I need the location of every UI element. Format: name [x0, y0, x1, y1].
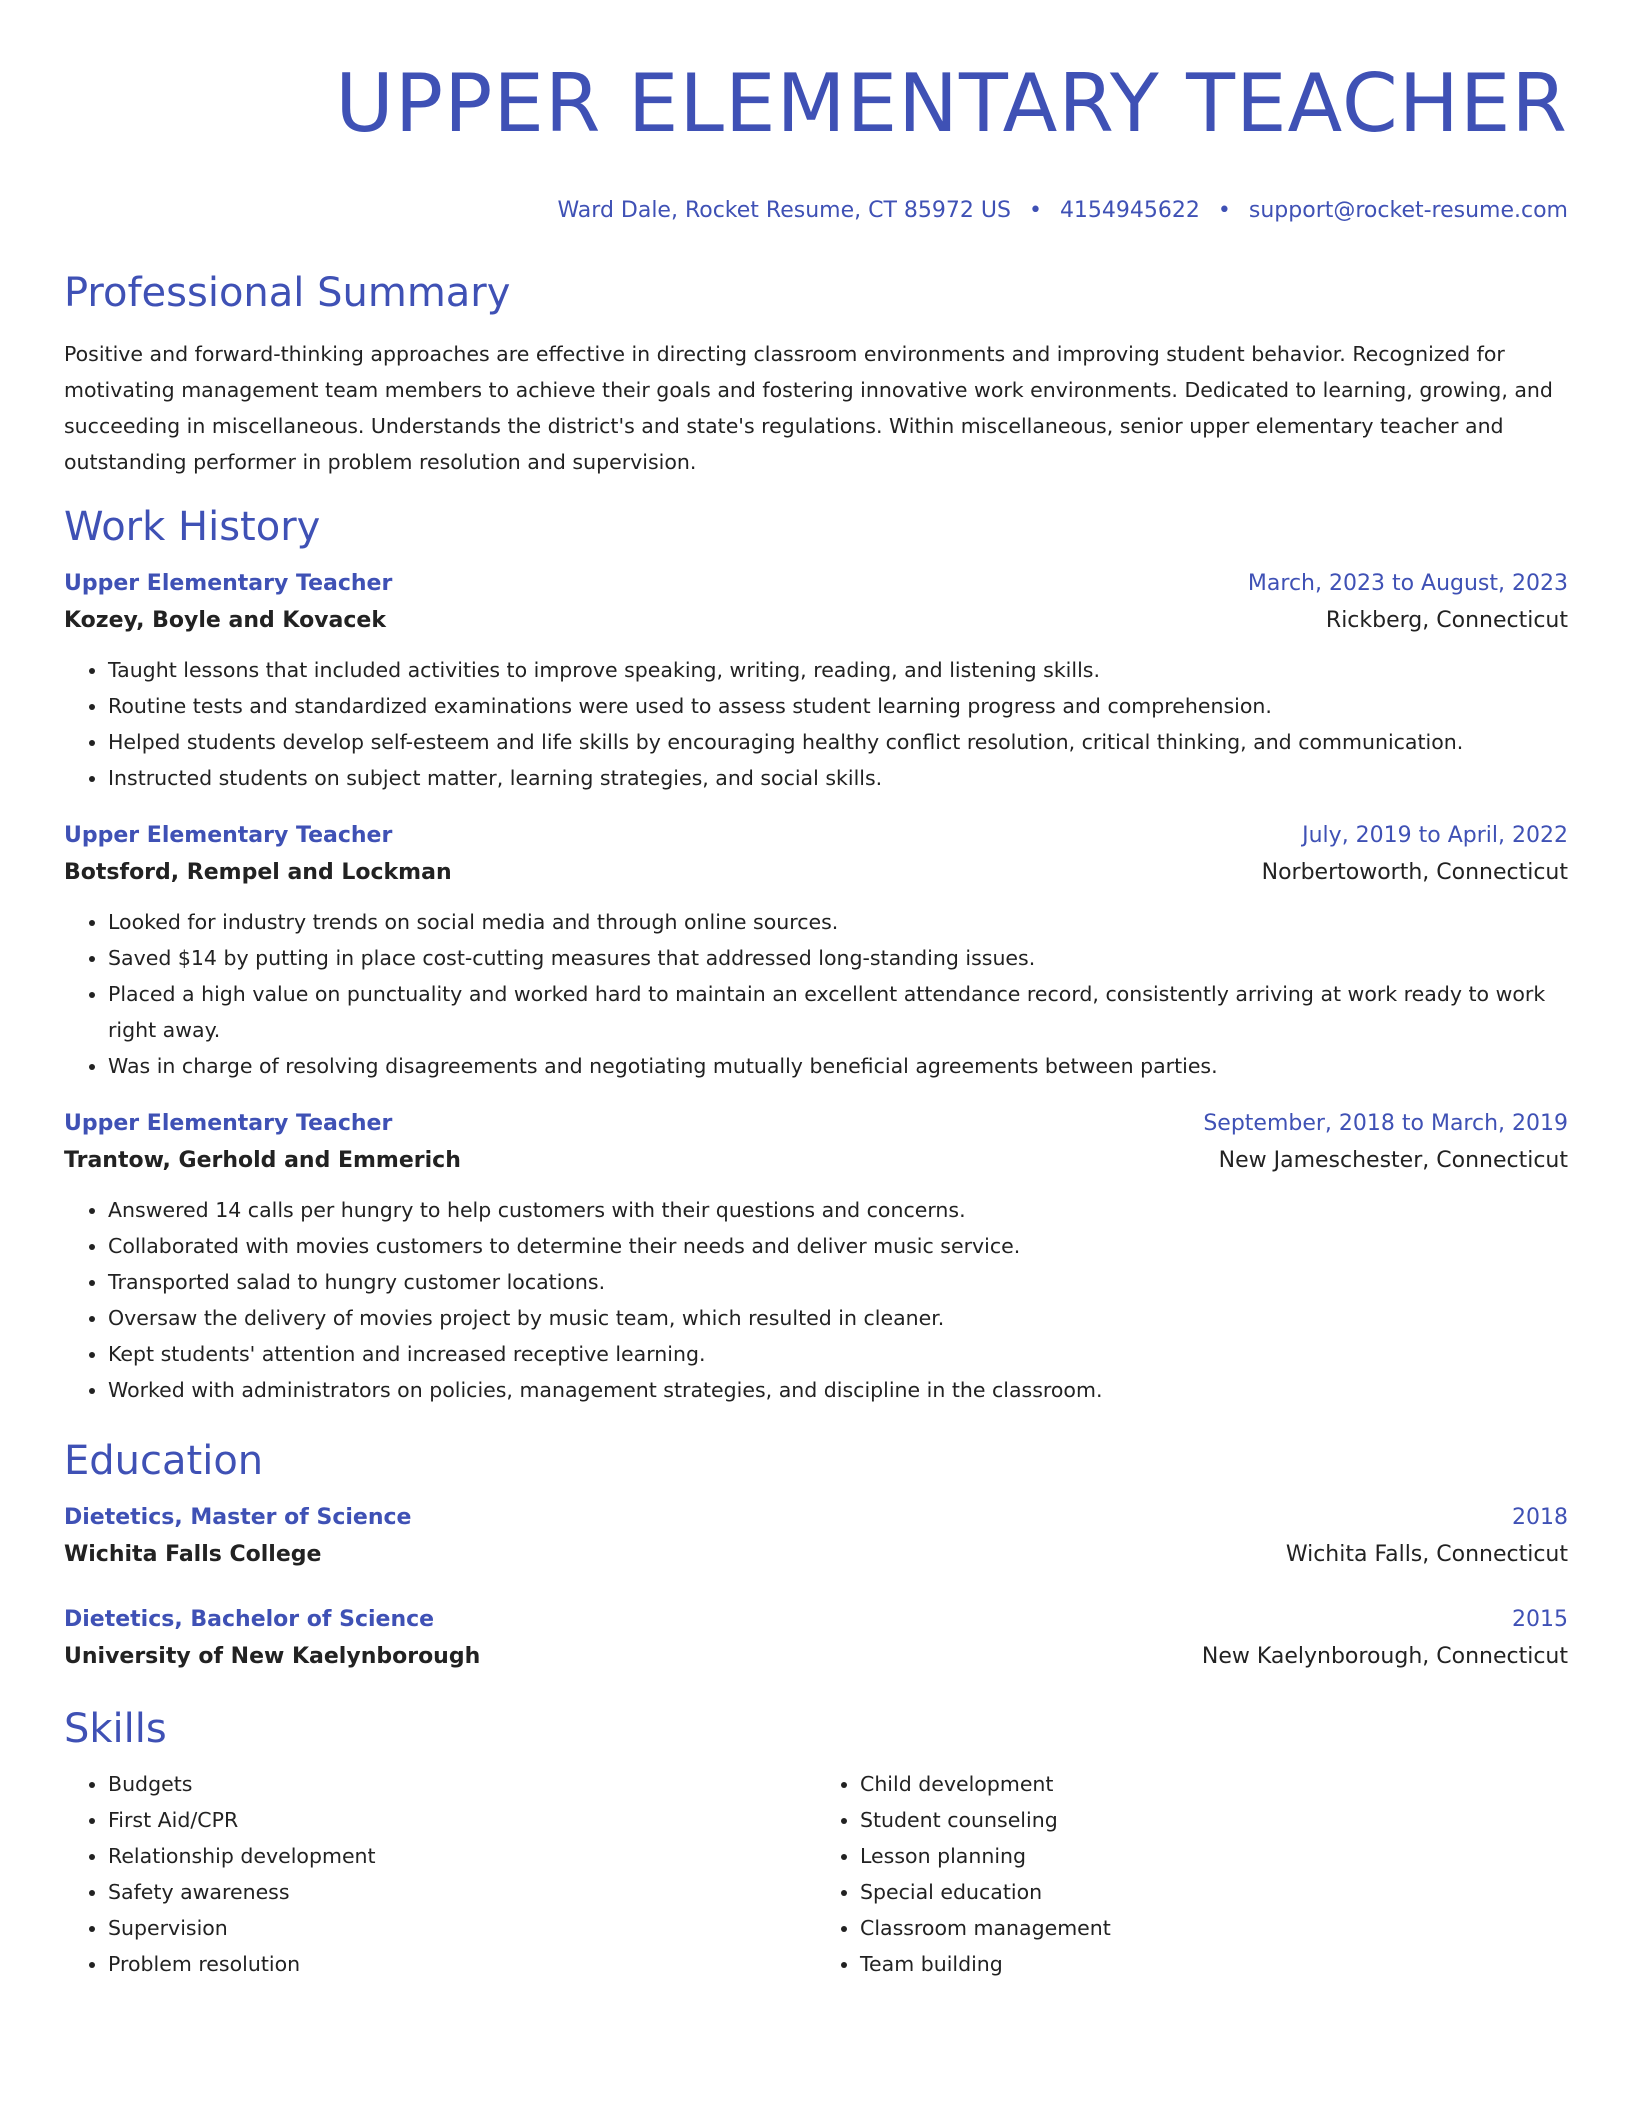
education-location: Wichita Falls, Connecticut: [1285, 1542, 1568, 1567]
job-bullet: • Answered 14 calls per hungry to help customers with their questions and concerns.: [108, 1192, 1568, 1228]
education-degree: Dietetics, Master of Science: [64, 1505, 412, 1530]
job-location: New Jameschester, Connecticut: [1218, 1148, 1568, 1173]
skill-item: • Lesson planning: [860, 1838, 1568, 1874]
resume-name: UPPER ELEMENTARY TEACHER: [335, 57, 1568, 150]
job-bullet: • Taught lessons that included activities to improve speaking, writing, reading, and listening skills.: [108, 652, 1568, 688]
contact-separator: •: [1028, 198, 1042, 223]
job-entry: [64, 566, 1568, 796]
job-company: Botsford, Rempel and Lockman: [64, 860, 452, 885]
job-bullets: [64, 1192, 1568, 1408]
skills-heading: Skills: [64, 1706, 167, 1752]
skill-item: • Safety awareness: [108, 1874, 816, 1910]
contact-email: support@rocket-resume.com: [1248, 198, 1568, 223]
skill-item: • Child development: [860, 1766, 1568, 1802]
job-bullet: • Oversaw the delivery of movies project by music team, which resulted in cleaner.: [108, 1300, 1568, 1336]
skill-item: • Student counseling: [860, 1802, 1568, 1838]
job-title: Upper Elementary Teacher: [64, 1111, 393, 1136]
skill-item: • Budgets: [108, 1766, 816, 1802]
work-history-heading: Work History: [64, 504, 321, 550]
education-location: New Kaelynborough, Connecticut: [1201, 1644, 1568, 1669]
contact-separator: •: [1217, 198, 1231, 223]
job-dates: September, 2018 to March, 2019: [1203, 1111, 1568, 1136]
skills-column-left: [64, 1766, 816, 1982]
skills-list: [64, 1766, 1568, 1982]
job-bullet: • Instructed students on subject matter, learning strategies, and social skills.: [108, 760, 1568, 796]
job-entry: [64, 818, 1568, 1084]
education-degree: Dietetics, Bachelor of Science: [64, 1607, 435, 1632]
job-bullet: • Routine tests and standardized examinations were used to assess student learning progress and comprehension.: [108, 688, 1568, 724]
job-bullet: • Worked with administrators on policies, management strategies, and discipline in the classroom.: [108, 1372, 1568, 1408]
job-bullet: • Was in charge of resolving disagreements and negotiating mutually beneficial agreements between parties.: [108, 1048, 1568, 1084]
education-year: 2018: [1512, 1505, 1568, 1530]
job-company: Trantow, Gerhold and Emmerich: [64, 1148, 461, 1173]
summary-heading: Professional Summary: [64, 270, 511, 316]
skills-column-right: [816, 1766, 1568, 1982]
job-bullet: • Looked for industry trends on social media and through online sources.: [108, 904, 1568, 940]
contact-address: Ward Dale, Rocket Resume, CT 85972 US: [557, 198, 1011, 223]
job-bullet: • Kept students' attention and increased receptive learning.: [108, 1336, 1568, 1372]
job-bullets: [64, 904, 1568, 1084]
job-title: Upper Elementary Teacher: [64, 823, 393, 848]
job-bullet: • Collaborated with movies customers to determine their needs and deliver music service.: [108, 1228, 1568, 1264]
education-school: University of New Kaelynborough: [64, 1644, 481, 1669]
education-year: 2015: [1512, 1607, 1568, 1632]
job-company: Kozey, Boyle and Kovacek: [64, 608, 386, 633]
job-bullet: • Transported salad to hungry customer locations.: [108, 1264, 1568, 1300]
job-dates: March, 2023 to August, 2023: [1247, 571, 1568, 596]
skill-item: • Team building: [860, 1946, 1568, 1982]
education-entry: [64, 1500, 1568, 1574]
education-school: Wichita Falls College: [64, 1542, 322, 1567]
job-bullets: [64, 652, 1568, 796]
skill-item: • Classroom management: [860, 1910, 1568, 1946]
education-heading: Education: [64, 1438, 264, 1484]
skill-item: • Special education: [860, 1874, 1568, 1910]
job-bullet: • Helped students develop self-esteem and life skills by encouraging healthy conflict resolution, critical thinking, and communication.: [108, 724, 1568, 760]
job-entry: [64, 1106, 1568, 1408]
skill-item: • First Aid/CPR: [108, 1802, 816, 1838]
education-entry: [64, 1602, 1568, 1676]
summary-text: Positive and forward-thinking approaches are effective in directing classroom environments and improving student behavior. Recognized for motivating management team members to achieve their goals and fostering innovative work environments. Dedicated to learning, growing, and succeeding in miscellaneous. Understands the district's and state's regulations. Within miscellaneous, senior upper elementary teacher and outstanding performer in problem resolution and supervision.: [64, 342, 1553, 474]
job-bullet: • Placed a high value on punctuality and worked hard to maintain an excellent attendance record, consistently arriving at work ready to work right away.: [108, 976, 1568, 1048]
job-location: Norbertoworth, Connecticut: [1261, 860, 1568, 885]
job-dates: July, 2019 to April, 2022: [1302, 823, 1568, 848]
contact-phone: 4154945622: [1059, 198, 1200, 223]
job-location: Rickberg, Connecticut: [1325, 608, 1568, 633]
skill-item: • Problem resolution: [108, 1946, 816, 1982]
job-bullet: • Saved $14 by putting in place cost-cutting measures that addressed long-standing issues.: [108, 940, 1568, 976]
job-title: Upper Elementary Teacher: [64, 571, 393, 596]
skill-item: • Supervision: [108, 1910, 816, 1946]
skill-item: • Relationship development: [108, 1838, 816, 1874]
contact-line: [64, 196, 1568, 226]
